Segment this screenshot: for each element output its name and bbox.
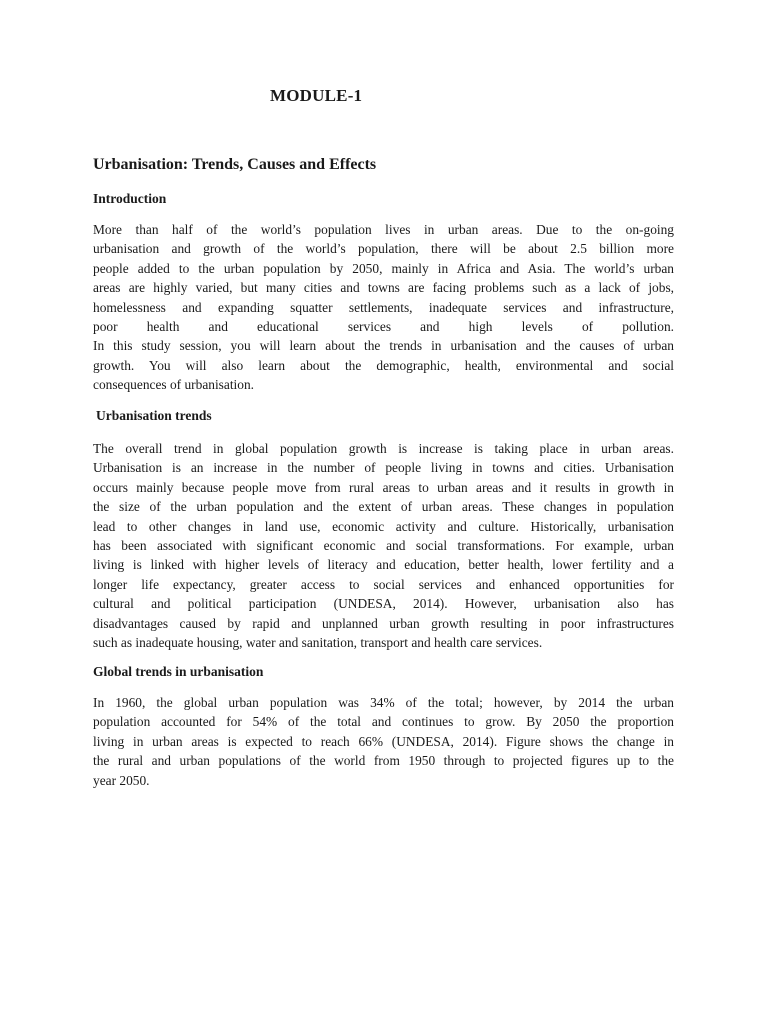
paragraph-urbanisation-trends <box>93 439 674 652</box>
paragraph-line: areas are highly varied, but many cities and towns are facing problems such as a lack of jobs, <box>93 280 674 296</box>
paragraph-line: occurs mainly because people move from rural areas to urban areas and it results in growth in <box>93 479 674 495</box>
paragraph-line: consequences of urbanisation. <box>93 377 255 393</box>
module-title: MODULE-1 <box>270 86 363 105</box>
paragraph-line: In 1960, the global urban population was 34% of the total; however, by 2014 the urban <box>93 695 674 710</box>
paragraph-line: urbanisation and growth of the world’s population, there will be about 2.5 billion more <box>93 241 674 257</box>
paragraph-line: people added to the urban population by 2050, mainly in Africa and Asia. The world’s urban <box>93 260 674 276</box>
paragraph-line: such as inadequate housing, water and sanitation, transport and health care services. <box>93 635 543 651</box>
paragraph-global-trends <box>93 693 674 790</box>
paragraph-line: longer life expectancy, greater access to social services and enhanced opportunities for <box>93 576 674 592</box>
paragraph-line: living in urban areas is expected to reach 66% (UNDESA, 2014). Figure shows the change in <box>93 733 674 749</box>
paragraph-line: cultural and political participation (UNDESA, 2014). However, urbanisation also has <box>93 596 674 612</box>
section-heading-introduction: Introduction <box>93 191 167 206</box>
paragraph-line: In this study session, you will learn about the trends in urbanisation and the causes of urban <box>93 338 674 354</box>
paragraph-line: The overall trend in global population growth is increase is taking place in urban areas. <box>93 441 674 456</box>
paragraph-line: poor health and educational services and high levels of pollution. <box>93 319 674 335</box>
paragraph-introduction <box>93 220 674 395</box>
paragraph-line: has been associated with significant economic and social transformations. For example, urban <box>93 538 674 554</box>
paragraph-line: the size of the urban population and the extent of urban areas. These changes in population <box>93 499 674 515</box>
document-title: Urbanisation: Trends, Causes and Effects <box>93 156 377 173</box>
paragraph-line: population accounted for 54% of the total and continues to grow. By 2050 the proportion <box>93 714 674 730</box>
paragraph-line: disadvantages caused by rapid and unplanned urban growth resulting in poor infrastructures <box>93 615 674 631</box>
paragraph-line: living is linked with higher levels of literacy and education, better health, lower fertility and a <box>93 557 674 573</box>
paragraph-line: the rural and urban populations of the world from 1950 through to projected figures up to the <box>93 753 674 769</box>
section-heading-global-trends: Global trends in urbanisation <box>93 664 264 679</box>
paragraph-line: lead to other changes in land use, economic activity and culture. Historically, urbanisation <box>93 518 674 534</box>
section-heading-urbanisation-trends: Urbanisation trends <box>96 408 212 423</box>
paragraph-line: growth. You will also learn about the demographic, health, environmental and social <box>93 357 674 373</box>
paragraph-line: homelessness and expanding squatter settlements, inadequate services and infrastructure, <box>93 299 674 315</box>
paragraph-line: year 2050. <box>93 772 150 788</box>
paragraph-line: Urbanisation is an increase in the number of people living in towns and cities. Urbanisation <box>93 460 674 476</box>
paragraph-line: More than half of the world’s population lives in urban areas. Due to the on-going <box>93 222 674 237</box>
